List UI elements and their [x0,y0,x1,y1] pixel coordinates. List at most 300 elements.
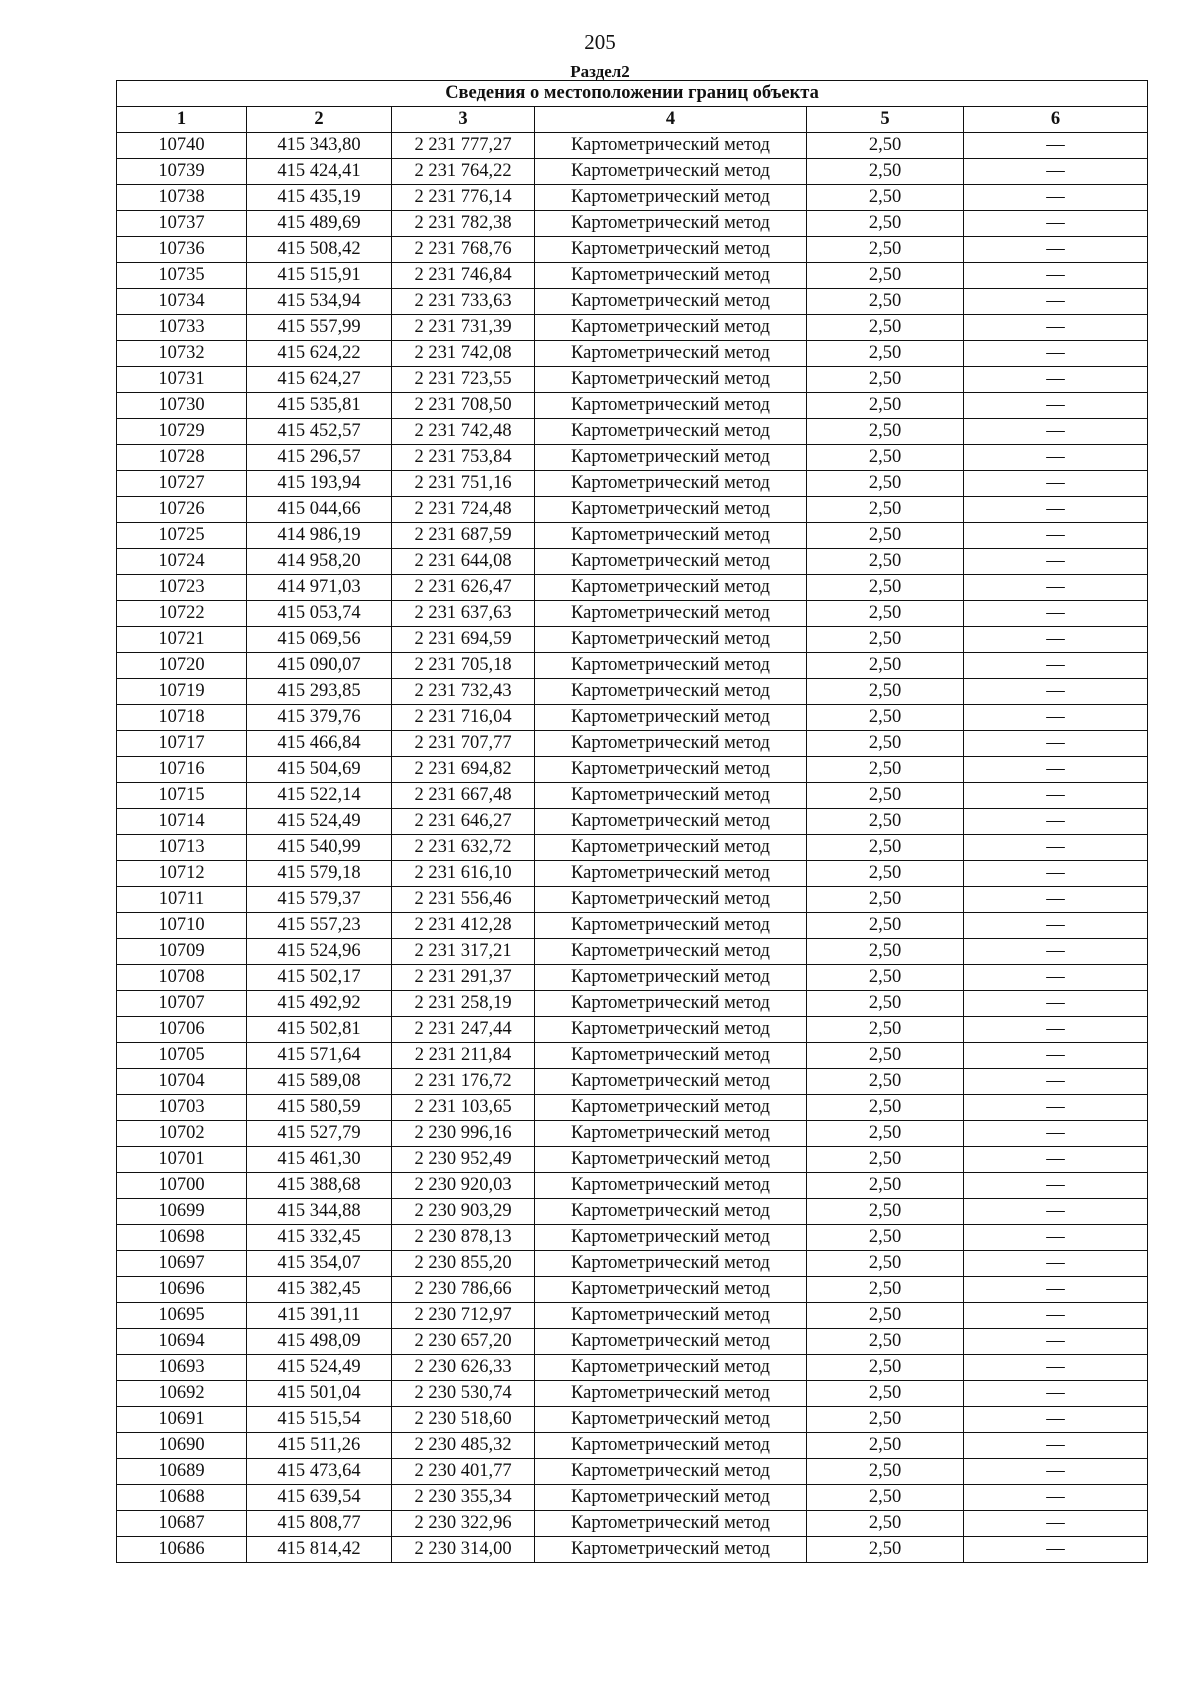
description-cell: — [964,1095,1148,1121]
accuracy-cell: 2,50 [807,185,964,211]
description-cell: — [964,315,1148,341]
table-row [117,471,1148,497]
x-coordinate-cell: 415 053,74 [247,601,392,627]
table-row [117,1329,1148,1355]
point-number-cell: 10728 [117,445,247,471]
x-coordinate-cell: 415 388,68 [247,1173,392,1199]
accuracy-cell: 2,50 [807,1277,964,1303]
description-cell: — [964,289,1148,315]
description-cell: — [964,653,1148,679]
y-coordinate-cell: 2 230 952,49 [392,1147,535,1173]
method-cell: Картометрический метод [535,367,807,393]
accuracy-cell: 2,50 [807,159,964,185]
table-row [117,1537,1148,1563]
description-cell: — [964,861,1148,887]
x-coordinate-cell: 415 379,76 [247,705,392,731]
accuracy-cell: 2,50 [807,1121,964,1147]
method-cell: Картометрический метод [535,497,807,523]
table-row [117,1277,1148,1303]
table-row [117,1121,1148,1147]
method-cell: Картометрический метод [535,263,807,289]
description-cell: — [964,965,1148,991]
method-cell: Картометрический метод [535,1199,807,1225]
accuracy-cell: 2,50 [807,1433,964,1459]
y-coordinate-cell: 2 231 646,27 [392,809,535,835]
y-coordinate-cell: 2 230 878,13 [392,1225,535,1251]
y-coordinate-cell: 2 231 753,84 [392,445,535,471]
x-coordinate-cell: 415 435,19 [247,185,392,211]
y-coordinate-cell: 2 231 764,22 [392,159,535,185]
y-coordinate-cell: 2 231 258,19 [392,991,535,1017]
accuracy-cell: 2,50 [807,1147,964,1173]
table-row [117,549,1148,575]
table-row [117,1407,1148,1433]
accuracy-cell: 2,50 [807,1303,964,1329]
y-coordinate-cell: 2 230 855,20 [392,1251,535,1277]
x-coordinate-cell: 415 044,66 [247,497,392,523]
accuracy-cell: 2,50 [807,289,964,315]
method-cell: Картометрический метод [535,341,807,367]
table-row [117,1199,1148,1225]
method-cell: Картометрический метод [535,1459,807,1485]
x-coordinate-cell: 415 534,94 [247,289,392,315]
table-row [117,809,1148,835]
table-row [117,575,1148,601]
table-row [117,1381,1148,1407]
y-coordinate-cell: 2 231 776,14 [392,185,535,211]
point-number-cell: 10732 [117,341,247,367]
x-coordinate-cell: 415 293,85 [247,679,392,705]
accuracy-cell: 2,50 [807,419,964,445]
description-cell: — [964,1277,1148,1303]
y-coordinate-cell: 2 231 782,38 [392,211,535,237]
accuracy-cell: 2,50 [807,1043,964,1069]
x-coordinate-cell: 415 540,99 [247,835,392,861]
x-coordinate-cell: 415 473,64 [247,1459,392,1485]
y-coordinate-cell: 2 230 314,00 [392,1537,535,1563]
table-row [117,1017,1148,1043]
x-coordinate-cell: 415 501,04 [247,1381,392,1407]
point-number-cell: 10700 [117,1173,247,1199]
point-number-cell: 10693 [117,1355,247,1381]
description-cell: — [964,809,1148,835]
point-number-cell: 10730 [117,393,247,419]
x-coordinate-cell: 415 193,94 [247,471,392,497]
table-row [117,913,1148,939]
table-row [117,965,1148,991]
section-title: Раздел2 [570,62,630,81]
description-cell: — [964,237,1148,263]
x-coordinate-cell: 415 522,14 [247,783,392,809]
method-cell: Картометрический метод [535,913,807,939]
y-coordinate-cell: 2 231 103,65 [392,1095,535,1121]
method-cell: Картометрический метод [535,471,807,497]
x-coordinate-cell: 415 296,57 [247,445,392,471]
description-cell: — [964,1355,1148,1381]
table-row [117,601,1148,627]
y-coordinate-cell: 2 231 705,18 [392,653,535,679]
table-row [117,1043,1148,1069]
accuracy-cell: 2,50 [807,341,964,367]
accuracy-cell: 2,50 [807,523,964,549]
point-number-cell: 10699 [117,1199,247,1225]
accuracy-cell: 2,50 [807,237,964,263]
point-number-cell: 10714 [117,809,247,835]
method-cell: Картометрический метод [535,1537,807,1563]
y-coordinate-cell: 2 231 687,59 [392,523,535,549]
point-number-cell: 10701 [117,1147,247,1173]
column-header: 6 [964,107,1148,133]
method-cell: Картометрический метод [535,159,807,185]
point-number-cell: 10721 [117,627,247,653]
accuracy-cell: 2,50 [807,757,964,783]
method-cell: Картометрический метод [535,1381,807,1407]
point-number-cell: 10722 [117,601,247,627]
x-coordinate-cell: 415 589,08 [247,1069,392,1095]
accuracy-cell: 2,50 [807,1095,964,1121]
table-row [117,159,1148,185]
y-coordinate-cell: 2 231 708,50 [392,393,535,419]
table-row [117,367,1148,393]
description-cell: — [964,1173,1148,1199]
y-coordinate-cell: 2 231 176,72 [392,1069,535,1095]
point-number-cell: 10691 [117,1407,247,1433]
description-cell: — [964,1459,1148,1485]
description-cell: — [964,549,1148,575]
method-cell: Картометрический метод [535,627,807,653]
x-coordinate-cell: 415 466,84 [247,731,392,757]
y-coordinate-cell: 2 231 777,27 [392,133,535,159]
x-coordinate-cell: 415 069,56 [247,627,392,653]
table-row [117,1147,1148,1173]
x-coordinate-cell: 415 343,80 [247,133,392,159]
point-number-cell: 10709 [117,939,247,965]
table-row [117,731,1148,757]
table-row [117,1225,1148,1251]
x-coordinate-cell: 415 344,88 [247,1199,392,1225]
x-coordinate-cell: 414 958,20 [247,549,392,575]
description-cell: — [964,497,1148,523]
y-coordinate-cell: 2 230 657,20 [392,1329,535,1355]
table-row [117,185,1148,211]
method-cell: Картометрический метод [535,1277,807,1303]
method-cell: Картометрический метод [535,731,807,757]
accuracy-cell: 2,50 [807,705,964,731]
accuracy-cell: 2,50 [807,939,964,965]
x-coordinate-cell: 415 579,37 [247,887,392,913]
accuracy-cell: 2,50 [807,887,964,913]
description-cell: — [964,1043,1148,1069]
description-cell: — [964,913,1148,939]
x-coordinate-cell: 415 090,07 [247,653,392,679]
x-coordinate-cell: 415 524,49 [247,1355,392,1381]
method-cell: Картометрический метод [535,393,807,419]
x-coordinate-cell: 414 971,03 [247,575,392,601]
description-cell: — [964,445,1148,471]
accuracy-cell: 2,50 [807,861,964,887]
x-coordinate-cell: 415 461,30 [247,1147,392,1173]
y-coordinate-cell: 2 230 322,96 [392,1511,535,1537]
table-row [117,861,1148,887]
x-coordinate-cell: 415 452,57 [247,419,392,445]
description-cell: — [964,835,1148,861]
x-coordinate-cell: 415 579,18 [247,861,392,887]
y-coordinate-cell: 2 231 667,48 [392,783,535,809]
x-coordinate-cell: 415 498,09 [247,1329,392,1355]
point-number-cell: 10711 [117,887,247,913]
y-coordinate-cell: 2 230 530,74 [392,1381,535,1407]
table-row [117,1433,1148,1459]
point-number-cell: 10739 [117,159,247,185]
y-coordinate-cell: 2 231 723,55 [392,367,535,393]
description-cell: — [964,1537,1148,1563]
x-coordinate-cell: 415 814,42 [247,1537,392,1563]
y-coordinate-cell: 2 231 412,28 [392,913,535,939]
y-coordinate-cell: 2 231 632,72 [392,835,535,861]
x-coordinate-cell: 415 624,22 [247,341,392,367]
table-row [117,705,1148,731]
accuracy-cell: 2,50 [807,1511,964,1537]
y-coordinate-cell: 2 230 996,16 [392,1121,535,1147]
page-number: 205 [584,30,616,54]
method-cell: Картометрический метод [535,1173,807,1199]
description-cell: — [964,1407,1148,1433]
accuracy-cell: 2,50 [807,809,964,835]
method-cell: Картометрический метод [535,1485,807,1511]
y-coordinate-cell: 2 230 712,97 [392,1303,535,1329]
table-row [117,757,1148,783]
description-cell: — [964,601,1148,627]
method-cell: Картометрический метод [535,133,807,159]
x-coordinate-cell: 415 489,69 [247,211,392,237]
table-row [117,653,1148,679]
description-cell: — [964,1511,1148,1537]
point-number-cell: 10727 [117,471,247,497]
column-header: 5 [807,107,964,133]
point-number-cell: 10704 [117,1069,247,1095]
method-cell: Картометрический метод [535,1017,807,1043]
accuracy-cell: 2,50 [807,1329,964,1355]
description-cell: — [964,705,1148,731]
description-cell: — [964,887,1148,913]
table-row [117,289,1148,315]
method-cell: Картометрический метод [535,185,807,211]
table-row [117,835,1148,861]
description-cell: — [964,679,1148,705]
point-number-cell: 10707 [117,991,247,1017]
method-cell: Картометрический метод [535,1095,807,1121]
method-cell: Картометрический метод [535,1069,807,1095]
x-coordinate-cell: 415 527,79 [247,1121,392,1147]
method-cell: Картометрический метод [535,419,807,445]
description-cell: — [964,1017,1148,1043]
point-number-cell: 10719 [117,679,247,705]
table-row [117,991,1148,1017]
accuracy-cell: 2,50 [807,445,964,471]
x-coordinate-cell: 415 808,77 [247,1511,392,1537]
description-cell: — [964,1329,1148,1355]
accuracy-cell: 2,50 [807,263,964,289]
y-coordinate-cell: 2 231 746,84 [392,263,535,289]
table-caption: Сведения о местоположении границ объекта [117,81,1148,107]
accuracy-cell: 2,50 [807,1069,964,1095]
method-cell: Картометрический метод [535,861,807,887]
description-cell: — [964,1381,1148,1407]
x-coordinate-cell: 415 624,27 [247,367,392,393]
table-row [117,1069,1148,1095]
accuracy-cell: 2,50 [807,731,964,757]
description-cell: — [964,133,1148,159]
point-number-cell: 10718 [117,705,247,731]
x-coordinate-cell: 415 535,81 [247,393,392,419]
description-cell: — [964,991,1148,1017]
point-number-cell: 10703 [117,1095,247,1121]
table-row [117,315,1148,341]
table-row [117,939,1148,965]
accuracy-cell: 2,50 [807,913,964,939]
point-number-cell: 10737 [117,211,247,237]
table-row [117,497,1148,523]
description-cell: — [964,1303,1148,1329]
description-cell: — [964,263,1148,289]
y-coordinate-cell: 2 231 731,39 [392,315,535,341]
point-number-cell: 10724 [117,549,247,575]
method-cell: Картометрический метод [535,1329,807,1355]
accuracy-cell: 2,50 [807,653,964,679]
description-cell: — [964,757,1148,783]
description-cell: — [964,939,1148,965]
column-header-row [117,107,1148,133]
table-row [117,341,1148,367]
accuracy-cell: 2,50 [807,497,964,523]
coordinates-table [116,80,1148,1563]
table-row [117,627,1148,653]
method-cell: Картометрический метод [535,1251,807,1277]
x-coordinate-cell: 415 639,54 [247,1485,392,1511]
accuracy-cell: 2,50 [807,835,964,861]
method-cell: Картометрический метод [535,237,807,263]
table-row [117,211,1148,237]
description-cell: — [964,1147,1148,1173]
y-coordinate-cell: 2 231 742,08 [392,341,535,367]
x-coordinate-cell: 415 502,17 [247,965,392,991]
point-number-cell: 10723 [117,575,247,601]
description-cell: — [964,1485,1148,1511]
point-number-cell: 10697 [117,1251,247,1277]
point-number-cell: 10687 [117,1511,247,1537]
point-number-cell: 10733 [117,315,247,341]
description-cell: — [964,1121,1148,1147]
point-number-cell: 10726 [117,497,247,523]
accuracy-cell: 2,50 [807,679,964,705]
point-number-cell: 10740 [117,133,247,159]
y-coordinate-cell: 2 231 751,16 [392,471,535,497]
x-coordinate-cell: 415 515,91 [247,263,392,289]
accuracy-cell: 2,50 [807,315,964,341]
x-coordinate-cell: 415 354,07 [247,1251,392,1277]
description-cell: — [964,575,1148,601]
method-cell: Картометрический метод [535,991,807,1017]
x-coordinate-cell: 415 424,41 [247,159,392,185]
point-number-cell: 10725 [117,523,247,549]
method-cell: Картометрический метод [535,1121,807,1147]
method-cell: Картометрический метод [535,705,807,731]
point-number-cell: 10713 [117,835,247,861]
table-row [117,1511,1148,1537]
description-cell: — [964,523,1148,549]
accuracy-cell: 2,50 [807,549,964,575]
y-coordinate-cell: 2 230 518,60 [392,1407,535,1433]
table-row [117,263,1148,289]
description-cell: — [964,185,1148,211]
x-coordinate-cell: 415 382,45 [247,1277,392,1303]
accuracy-cell: 2,50 [807,1381,964,1407]
point-number-cell: 10692 [117,1381,247,1407]
point-number-cell: 10695 [117,1303,247,1329]
table-row [117,133,1148,159]
description-cell: — [964,1433,1148,1459]
x-coordinate-cell: 415 504,69 [247,757,392,783]
description-cell: — [964,1069,1148,1095]
x-coordinate-cell: 415 524,49 [247,809,392,835]
description-cell: — [964,1251,1148,1277]
y-coordinate-cell: 2 231 707,77 [392,731,535,757]
accuracy-cell: 2,50 [807,783,964,809]
accuracy-cell: 2,50 [807,133,964,159]
point-number-cell: 10690 [117,1433,247,1459]
accuracy-cell: 2,50 [807,1199,964,1225]
point-number-cell: 10708 [117,965,247,991]
y-coordinate-cell: 2 231 626,47 [392,575,535,601]
column-header: 2 [247,107,392,133]
point-number-cell: 10702 [117,1121,247,1147]
accuracy-cell: 2,50 [807,367,964,393]
accuracy-cell: 2,50 [807,393,964,419]
table-row [117,393,1148,419]
x-coordinate-cell: 415 508,42 [247,237,392,263]
y-coordinate-cell: 2 231 733,63 [392,289,535,315]
x-coordinate-cell: 415 502,81 [247,1017,392,1043]
table-row [117,1459,1148,1485]
method-cell: Картометрический метод [535,783,807,809]
y-coordinate-cell: 2 231 716,04 [392,705,535,731]
table-row [117,237,1148,263]
y-coordinate-cell: 2 230 786,66 [392,1277,535,1303]
point-number-cell: 10720 [117,653,247,679]
description-cell: — [964,419,1148,445]
y-coordinate-cell: 2 231 317,21 [392,939,535,965]
point-number-cell: 10689 [117,1459,247,1485]
description-cell: — [964,367,1148,393]
y-coordinate-cell: 2 231 742,48 [392,419,535,445]
table-row [117,783,1148,809]
description-cell: — [964,211,1148,237]
x-coordinate-cell: 415 511,26 [247,1433,392,1459]
y-coordinate-cell: 2 231 694,59 [392,627,535,653]
method-cell: Картометрический метод [535,965,807,991]
column-header: 3 [392,107,535,133]
x-coordinate-cell: 415 391,11 [247,1303,392,1329]
accuracy-cell: 2,50 [807,1485,964,1511]
y-coordinate-cell: 2 230 626,33 [392,1355,535,1381]
point-number-cell: 10717 [117,731,247,757]
point-number-cell: 10706 [117,1017,247,1043]
point-number-cell: 10694 [117,1329,247,1355]
y-coordinate-cell: 2 231 291,37 [392,965,535,991]
method-cell: Картометрический метод [535,679,807,705]
y-coordinate-cell: 2 230 920,03 [392,1173,535,1199]
point-number-cell: 10735 [117,263,247,289]
